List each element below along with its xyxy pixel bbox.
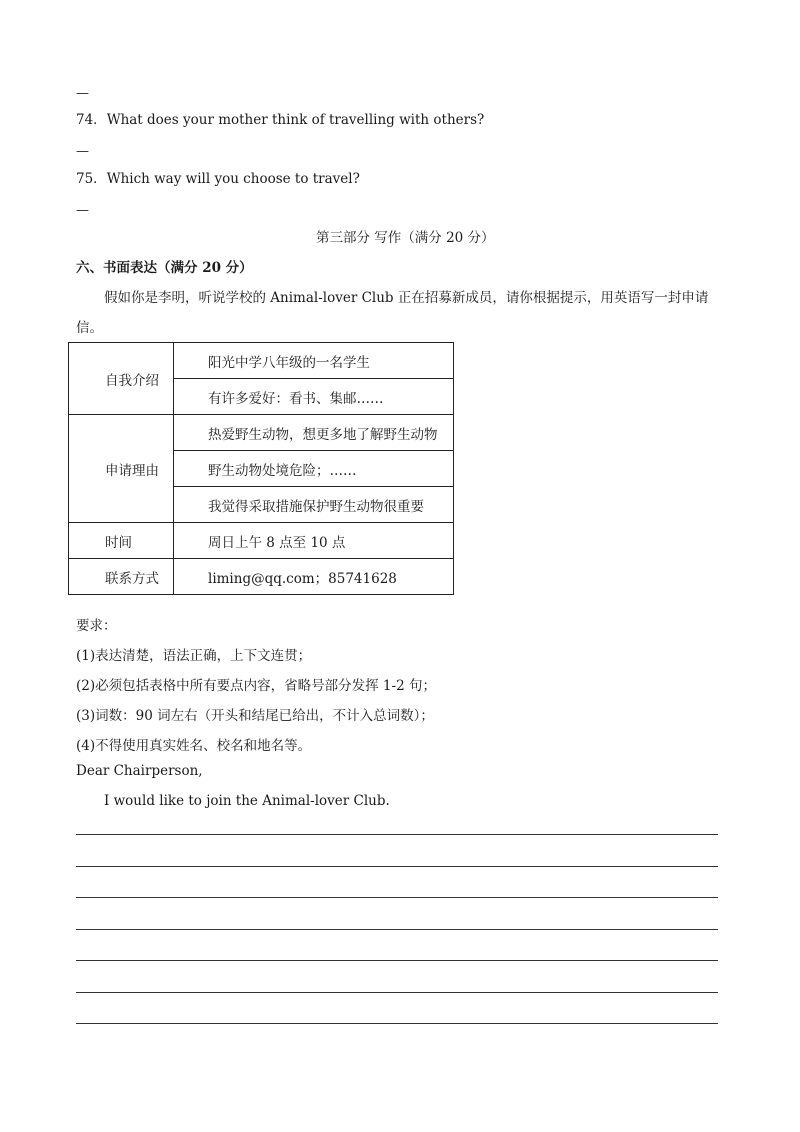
question-text: What does your mother think of travelling with others? bbox=[106, 112, 485, 128]
salutation: Dear Chairperson, bbox=[76, 763, 203, 779]
answer-dash-73: — bbox=[76, 86, 89, 101]
question-number: 75． bbox=[76, 171, 107, 187]
requirement-item: (4)不得使用真实姓名、校名和地名等。 bbox=[76, 738, 312, 754]
prompt-line-2: 信。 bbox=[76, 320, 103, 336]
intro-item: 有许多爱好：看书、集邮…… bbox=[174, 379, 454, 415]
writing-line[interactable] bbox=[76, 960, 718, 961]
table-row bbox=[69, 415, 454, 451]
contact-value: liming@qq.com；85741628 bbox=[174, 559, 454, 595]
writing-line[interactable] bbox=[76, 897, 718, 898]
reason-item: 我觉得采取措施保护野生动物很重要 bbox=[174, 487, 454, 523]
part-title: 第三部分 写作（满分 20 分） bbox=[316, 230, 495, 246]
time-value: 周日上午 8 点至 10 点 bbox=[174, 523, 454, 559]
writing-line[interactable] bbox=[76, 929, 718, 930]
section-title: 六、书面表达（满分 20 分） bbox=[76, 260, 253, 276]
question-text: Which way will you choose to travel? bbox=[106, 171, 360, 187]
answer-dash-74: — bbox=[76, 144, 89, 159]
question-75 bbox=[76, 167, 360, 187]
writing-line[interactable] bbox=[76, 834, 718, 835]
reason-item: 野生动物处境危险；…… bbox=[174, 451, 454, 487]
prompt-line-1: 假如你是李明，听说学校的 Animal-lover Club 正在招募新成员，请你根据提示，用英语写一封申请 bbox=[104, 290, 709, 306]
reason-item: 热爱野生动物，想更多地了解野生动物 bbox=[174, 415, 454, 451]
intro-label: 自我介绍 bbox=[69, 343, 174, 415]
requirement-item: (1)表达清楚，语法正确，上下文连贯； bbox=[76, 648, 312, 664]
answer-dash-75: — bbox=[76, 203, 89, 218]
opening-sentence: I would like to join the Animal-lover Club. bbox=[104, 793, 390, 809]
reason-label: 申请理由 bbox=[69, 415, 174, 523]
writing-line[interactable] bbox=[76, 866, 718, 867]
table-row bbox=[69, 523, 454, 559]
writing-line[interactable] bbox=[76, 1023, 718, 1024]
intro-item: 阳光中学八年级的一名学生 bbox=[174, 343, 454, 379]
contact-label: 联系方式 bbox=[69, 559, 174, 595]
time-label: 时间 bbox=[69, 523, 174, 559]
question-74 bbox=[76, 108, 484, 128]
table-row bbox=[69, 559, 454, 595]
table-row bbox=[69, 343, 454, 379]
info-table bbox=[68, 342, 454, 595]
requirements-title: 要求： bbox=[76, 618, 117, 634]
requirement-item: (2)必须包括表格中所有要点内容，省略号部分发挥 1-2 句； bbox=[76, 678, 436, 694]
writing-line[interactable] bbox=[76, 992, 718, 993]
requirement-item: (3)词数：90 词左右（开头和结尾已给出，不计入总词数）； bbox=[76, 708, 434, 724]
question-number: 74． bbox=[76, 112, 107, 128]
